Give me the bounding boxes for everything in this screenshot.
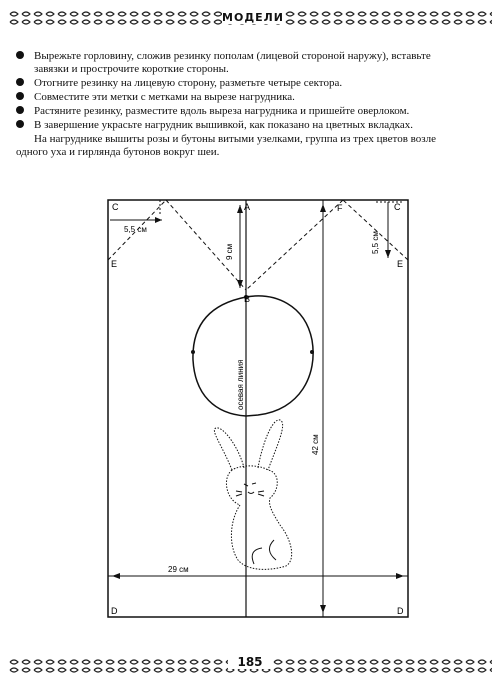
right-shoulder-dashed	[246, 200, 343, 290]
right-corner-dimension: 5,5 см	[371, 231, 380, 254]
bullet-icon	[16, 106, 24, 114]
height-dimension: 42 см	[311, 434, 320, 455]
left-corner-dimension: 5,5 см	[124, 225, 147, 234]
label-e-left: E	[111, 259, 118, 269]
pattern-outline	[108, 200, 408, 617]
instructions-block	[16, 50, 458, 159]
embroidery-paragraph: На нагруднике вышиты розы и бутоны витыми узелками, группа из трех цветов возле одного уха и гирлянда бутонов вокруг шеи.	[16, 133, 436, 158]
bullet-icon	[16, 78, 24, 86]
instruction-item: Вырежьте горловину, сложив резинку пополам (лицевой стороной наружу), вставьте завязки и прострочите короткие стороны.	[16, 50, 458, 76]
instruction-item: Отогните резинку на лицевую сторону, разметьте четыре сектора.	[16, 77, 458, 90]
label-b: B	[244, 294, 251, 304]
bullet-icon	[16, 120, 24, 128]
label-c-right: C	[394, 202, 401, 212]
axis-line-label: осевая линия	[236, 359, 245, 410]
left-shoulder-dashed	[166, 200, 246, 290]
section-title: МОДЕЛИ	[222, 11, 284, 24]
page-number: 185	[228, 655, 272, 669]
label-c-left: C	[112, 202, 119, 212]
bullet-icon	[16, 51, 24, 59]
neck-depth-dimension: 9 см	[225, 243, 234, 260]
width-dimension: 29 см	[168, 565, 189, 574]
neckline-shape	[193, 296, 313, 416]
bullet-icon	[16, 92, 24, 100]
label-f: F	[337, 203, 343, 213]
instruction-item: В завершение украсьте нагрудник вышивкой, как показано на цветных вкладках.	[16, 119, 458, 132]
instruction-item: Растяните резинку, разместите вдоль выреза нагрудника и пришейте оверлоком.	[16, 105, 458, 118]
bunny-embroidery	[214, 420, 291, 569]
label-d-left: D	[111, 606, 118, 616]
instruction-item: Совместите эти метки с метками на вырезе нагрудника.	[16, 91, 458, 104]
label-e-right: E	[397, 259, 404, 269]
bib-pattern-diagram	[0, 180, 500, 630]
label-a: A	[244, 202, 251, 212]
label-d-right: D	[397, 606, 404, 616]
